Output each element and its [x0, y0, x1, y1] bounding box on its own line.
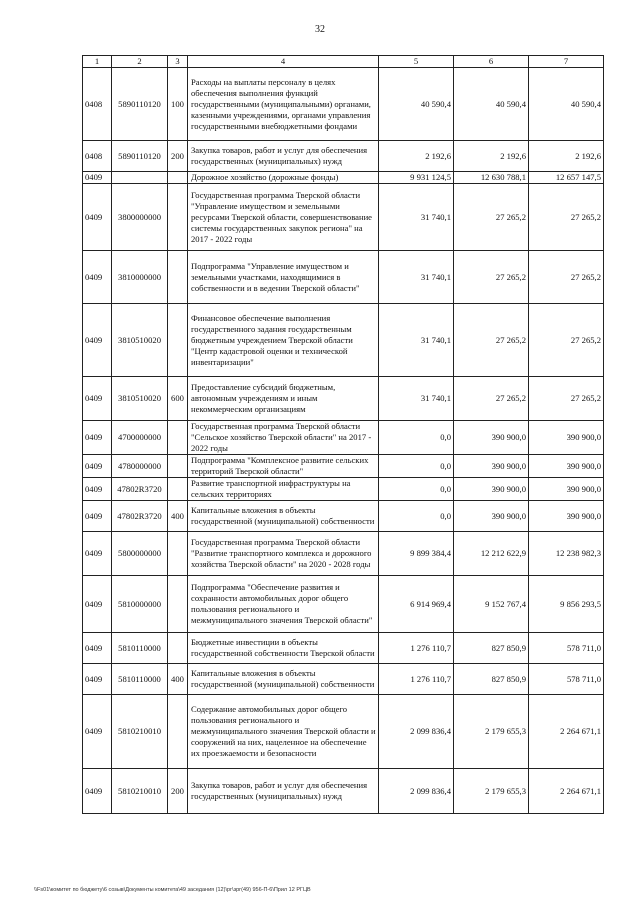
expense-kind-code	[168, 576, 188, 633]
table-row	[83, 501, 604, 532]
target-code: 47802R3720	[112, 478, 168, 501]
target-code: 5800000000	[112, 532, 168, 576]
item-name: Бюджетные инвестиции в объекты государственной собственности Тверской области	[188, 633, 379, 664]
table-row	[83, 576, 604, 633]
expense-kind-code: 200	[168, 141, 188, 172]
amount-col6: 40 590,4	[454, 68, 529, 141]
header-row	[83, 56, 604, 68]
section-code: 0409	[83, 769, 112, 814]
expense-kind-code	[168, 455, 188, 478]
table-row	[83, 184, 604, 251]
table-row	[83, 421, 604, 455]
column-header: 1	[83, 56, 112, 68]
amount-col7: 390 900,0	[529, 421, 604, 455]
item-name: Дорожное хозяйство (дорожные фонды)	[188, 172, 379, 184]
item-name: Подпрограмма "Комплексное развитие сельских территорий Тверской области"	[188, 455, 379, 478]
table-row	[83, 695, 604, 769]
item-name: Подпрограмма "Обеспечение развития и сохранности автомобильных дорог общего пользования регионального и межмуниципального значения Тверской области"	[188, 576, 379, 633]
table-row	[83, 304, 604, 377]
amount-col7: 9 856 293,5	[529, 576, 604, 633]
section-code: 0409	[83, 304, 112, 377]
expense-kind-code: 400	[168, 664, 188, 695]
section-code: 0409	[83, 421, 112, 455]
target-code: 3810000000	[112, 251, 168, 304]
table-row	[83, 377, 604, 421]
amount-col7: 27 265,2	[529, 377, 604, 421]
section-code: 0409	[83, 664, 112, 695]
item-name: Государственная программа Тверской области "Развитие транспортного комплекса и дорожного хозяйства Тверской области" на 2020 - 2028 годы	[188, 532, 379, 576]
target-code: 3800000000	[112, 184, 168, 251]
amount-col6: 2 179 655,3	[454, 695, 529, 769]
section-code: 0409	[83, 633, 112, 664]
expense-kind-code: 600	[168, 377, 188, 421]
column-header: 7	[529, 56, 604, 68]
target-code: 5810110000	[112, 633, 168, 664]
section-code: 0409	[83, 576, 112, 633]
amount-col7: 2 264 671,1	[529, 695, 604, 769]
section-code: 0409	[83, 184, 112, 251]
section-code: 0409	[83, 532, 112, 576]
expense-kind-code	[168, 478, 188, 501]
amount-col5: 31 740,1	[379, 377, 454, 421]
amount-col7: 2 264 671,1	[529, 769, 604, 814]
amount-col5: 2 099 836,4	[379, 769, 454, 814]
table-row	[83, 251, 604, 304]
amount-col7: 27 265,2	[529, 184, 604, 251]
amount-col6: 2 192,6	[454, 141, 529, 172]
amount-col7: 578 711,0	[529, 664, 604, 695]
table-row	[83, 478, 604, 501]
amount-col5: 9 899 384,4	[379, 532, 454, 576]
amount-col5: 9 931 124,5	[379, 172, 454, 184]
expense-kind-code	[168, 532, 188, 576]
column-header: 3	[168, 56, 188, 68]
amount-col5: 6 914 969,4	[379, 576, 454, 633]
amount-col7: 12 238 982,3	[529, 532, 604, 576]
amount-col6: 390 900,0	[454, 421, 529, 455]
column-header: 2	[112, 56, 168, 68]
target-code: 5810110000	[112, 664, 168, 695]
amount-col5: 2 192,6	[379, 141, 454, 172]
expense-kind-code	[168, 304, 188, 377]
amount-col7: 40 590,4	[529, 68, 604, 141]
item-name: Государственная программа Тверской области "Сельское хозяйство Тверской области" на 2017 - 2022 годы	[188, 421, 379, 455]
amount-col7: 390 900,0	[529, 455, 604, 478]
expense-kind-code: 100	[168, 68, 188, 141]
amount-col7: 578 711,0	[529, 633, 604, 664]
amount-col6: 12 212 622,9	[454, 532, 529, 576]
column-header: 4	[188, 56, 379, 68]
table-row	[83, 141, 604, 172]
expense-kind-code	[168, 695, 188, 769]
section-code: 0409	[83, 251, 112, 304]
target-code: 5890110120	[112, 68, 168, 141]
amount-col6: 390 900,0	[454, 501, 529, 532]
expense-kind-code: 400	[168, 501, 188, 532]
amount-col5: 31 740,1	[379, 251, 454, 304]
section-code: 0409	[83, 455, 112, 478]
amount-col7: 27 265,2	[529, 304, 604, 377]
amount-col6: 9 152 767,4	[454, 576, 529, 633]
amount-col6: 2 179 655,3	[454, 769, 529, 814]
amount-col5: 40 590,4	[379, 68, 454, 141]
amount-col7: 390 900,0	[529, 478, 604, 501]
section-code: 0409	[83, 695, 112, 769]
amount-col5: 31 740,1	[379, 304, 454, 377]
page-number: 32	[315, 24, 325, 35]
item-name: Капитальные вложения в объекты государственной (муниципальной) собственности	[188, 501, 379, 532]
item-name: Содержание автомобильных дорог общего пользования регионального и межмуниципального значения Тверской области и сооружений на них, нацеленное на обеспечение их проезжаемости и безопасности	[188, 695, 379, 769]
file-path-footer: \\Fs01\комитет по бюджету\6 созыв\Документы комитета\49 заседания (12)\рг\зрг(49) 956-П-6\Прил 12 РГЦВ	[34, 887, 311, 893]
target-code: 5810000000	[112, 576, 168, 633]
amount-col5: 0,0	[379, 455, 454, 478]
section-code: 0409	[83, 377, 112, 421]
amount-col6: 12 630 788,1	[454, 172, 529, 184]
table-row	[83, 68, 604, 141]
amount-col6: 827 850,9	[454, 633, 529, 664]
amount-col5: 0,0	[379, 478, 454, 501]
target-code: 5890110120	[112, 141, 168, 172]
budget-table	[82, 55, 604, 814]
amount-col5: 31 740,1	[379, 184, 454, 251]
expense-kind-code: 200	[168, 769, 188, 814]
expense-kind-code	[168, 251, 188, 304]
table-body	[83, 56, 604, 814]
item-name: Капитальные вложения в объекты государственной (муниципальной) собственности	[188, 664, 379, 695]
table-row	[83, 532, 604, 576]
expense-kind-code	[168, 172, 188, 184]
item-name: Государственная программа Тверской области "Управление имуществом и земельными ресурсами Тверской области, совершенствование системы государственных закупок региона" на 2017 - 2022 годы	[188, 184, 379, 251]
target-code: 5810210010	[112, 695, 168, 769]
table-row	[83, 455, 604, 478]
target-code: 3810510020	[112, 304, 168, 377]
item-name: Предоставление субсидий бюджетным, автономным учреждениям и иным некоммерческим организациям	[188, 377, 379, 421]
section-code: 0408	[83, 68, 112, 141]
table-row	[83, 633, 604, 664]
expense-kind-code	[168, 421, 188, 455]
target-code: 4780000000	[112, 455, 168, 478]
target-code: 5810210010	[112, 769, 168, 814]
amount-col7: 2 192,6	[529, 141, 604, 172]
expense-kind-code	[168, 633, 188, 664]
amount-col6: 27 265,2	[454, 251, 529, 304]
amount-col6: 27 265,2	[454, 377, 529, 421]
target-code: 4700000000	[112, 421, 168, 455]
table-row	[83, 172, 604, 184]
amount-col5: 1 276 110,7	[379, 633, 454, 664]
amount-col7: 27 265,2	[529, 251, 604, 304]
amount-col5: 2 099 836,4	[379, 695, 454, 769]
amount-col6: 390 900,0	[454, 478, 529, 501]
item-name: Расходы на выплаты персоналу в целях обеспечения выполнения функций государственными (муниципальными) органами, казенными учреждениями, органами управления государственными внебюджетными фондами	[188, 68, 379, 141]
item-name: Закупка товаров, работ и услуг для обеспечения государственных (муниципальных) нужд	[188, 769, 379, 814]
table-row	[83, 664, 604, 695]
amount-col5: 0,0	[379, 421, 454, 455]
item-name: Развитие транспортной инфраструктуры на сельских территориях	[188, 478, 379, 501]
amount-col6: 27 265,2	[454, 304, 529, 377]
section-code: 0409	[83, 501, 112, 532]
amount-col6: 27 265,2	[454, 184, 529, 251]
target-code: 47802R3720	[112, 501, 168, 532]
item-name: Закупка товаров, работ и услуг для обеспечения государственных (муниципальных) нужд	[188, 141, 379, 172]
item-name: Подпрограмма "Управление имуществом и земельными участками, находящимися в собственности и в ведении Тверской области"	[188, 251, 379, 304]
item-name: Финансовое обеспечение выполнения государственного задания государственным бюджетным учреждением Тверской области "Центр кадастровой оценки и технической инвентаризации"	[188, 304, 379, 377]
section-code: 0408	[83, 141, 112, 172]
amount-col7: 390 900,0	[529, 501, 604, 532]
expense-kind-code	[168, 184, 188, 251]
target-code: 3810510020	[112, 377, 168, 421]
amount-col6: 827 850,9	[454, 664, 529, 695]
amount-col6: 390 900,0	[454, 455, 529, 478]
amount-col7: 12 657 147,5	[529, 172, 604, 184]
section-code: 0409	[83, 478, 112, 501]
target-code	[112, 172, 168, 184]
amount-col5: 1 276 110,7	[379, 664, 454, 695]
amount-col5: 0,0	[379, 501, 454, 532]
table-row	[83, 769, 604, 814]
column-header: 5	[379, 56, 454, 68]
column-header: 6	[454, 56, 529, 68]
section-code: 0409	[83, 172, 112, 184]
